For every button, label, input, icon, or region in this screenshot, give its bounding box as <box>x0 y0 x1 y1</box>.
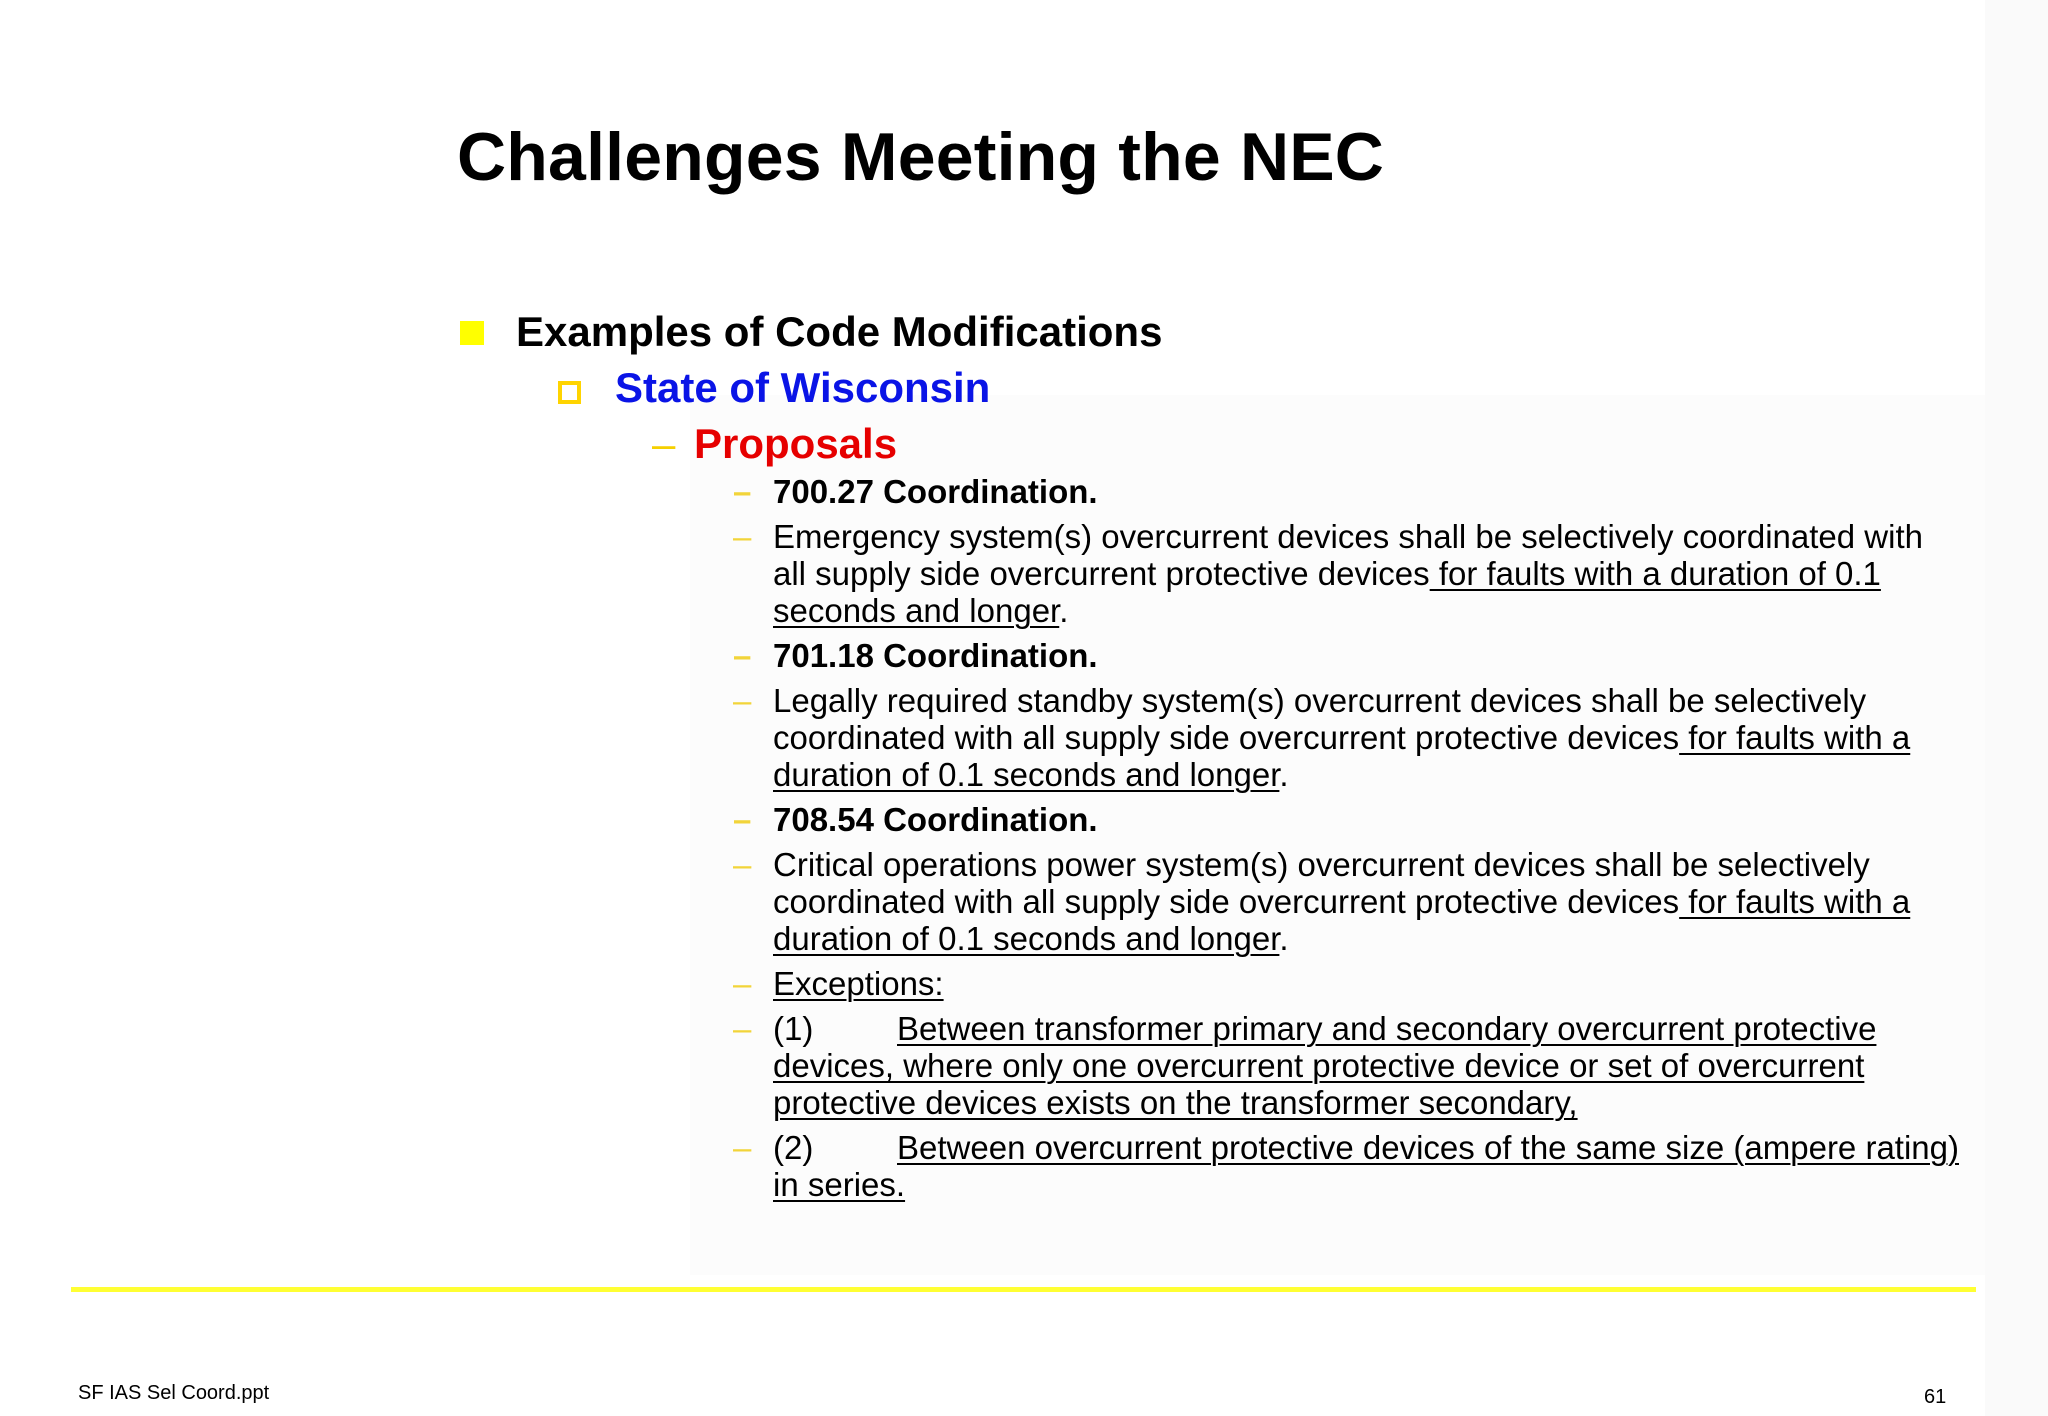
item-text: Between transformer primary and secondary overcurrent protective devices, where only one overcurrent protective device or set of overcurrent protective devices exists on the transformer secondary, <box>773 1010 1877 1121</box>
dash-bullet-icon: – <box>733 801 752 838</box>
dash-bullet-icon: – <box>733 965 752 1002</box>
square-bullet-icon <box>460 321 484 345</box>
dash-bullet-icon: – <box>733 1010 752 1047</box>
list-item <box>733 1010 1963 1121</box>
item-text: 700.27 Coordination. <box>773 473 1098 510</box>
hollow-square-bullet-icon <box>558 381 581 404</box>
bullet-level-2-text: State of Wisconsin <box>615 364 991 411</box>
list-item <box>733 637 1963 674</box>
dash-bullet-icon: – <box>733 682 752 719</box>
slide-title: Challenges Meeting the NEC <box>457 119 1385 195</box>
page-number: 61 <box>1924 1386 1947 1408</box>
item-text: 701.18 Coordination. <box>773 637 1098 674</box>
item-text: Exceptions: <box>773 965 944 1002</box>
item-text: 708.54 Coordination. <box>773 801 1098 838</box>
list-item <box>733 846 1963 957</box>
item-number: (2) <box>773 1129 814 1166</box>
dash-bullet-icon: – <box>733 846 752 883</box>
list-item <box>733 682 1963 793</box>
item-end: . <box>1279 756 1289 793</box>
footer-filename: SF IAS Sel Coord.ppt <box>78 1382 270 1404</box>
code-items-list <box>733 473 1963 1211</box>
dash-bullet-icon: – <box>733 518 752 555</box>
bullet-level-3-text: Proposals <box>694 420 898 467</box>
list-item <box>733 965 1963 1002</box>
list-item <box>733 473 1963 510</box>
item-text: Between overcurrent protective devices of the same size (ampere rating) in series. <box>773 1129 1959 1203</box>
item-number: (1) <box>773 1010 814 1047</box>
dash-bullet-icon: – <box>652 420 676 467</box>
dash-bullet-icon: – <box>733 1129 752 1166</box>
bullet-level-1-text: Examples of Code Modifications <box>516 308 1163 355</box>
list-item <box>733 801 1963 838</box>
item-underlined-text: for faults with a duration of 0.1 seconds and longer <box>773 883 1911 957</box>
item-end: . <box>1279 920 1289 957</box>
item-underlined-text: for faults with a duration of 0.1 seconds and longer <box>773 719 1911 793</box>
list-item <box>733 518 1963 629</box>
footer-divider <box>71 1287 1976 1292</box>
dash-bullet-icon: – <box>733 637 752 674</box>
item-text: Critical operations power system(s) overcurrent devices shall be selectively coordinated with all supply side overcurrent protective devices <box>773 846 1870 920</box>
item-text: Legally required standby system(s) overcurrent devices shall be selectively coordinated with all supply side overcurrent protective devices <box>773 682 1867 756</box>
slide-edge <box>1985 0 2048 1416</box>
item-end: . <box>1059 592 1069 629</box>
item-underlined-text: for faults with a duration of 0.1 seconds and longer <box>773 555 1881 629</box>
dash-bullet-icon: – <box>733 473 752 510</box>
list-item <box>733 1129 1963 1203</box>
item-text: Emergency system(s) overcurrent devices shall be selectively coordinated with all supply side overcurrent protective devices <box>773 518 1923 592</box>
